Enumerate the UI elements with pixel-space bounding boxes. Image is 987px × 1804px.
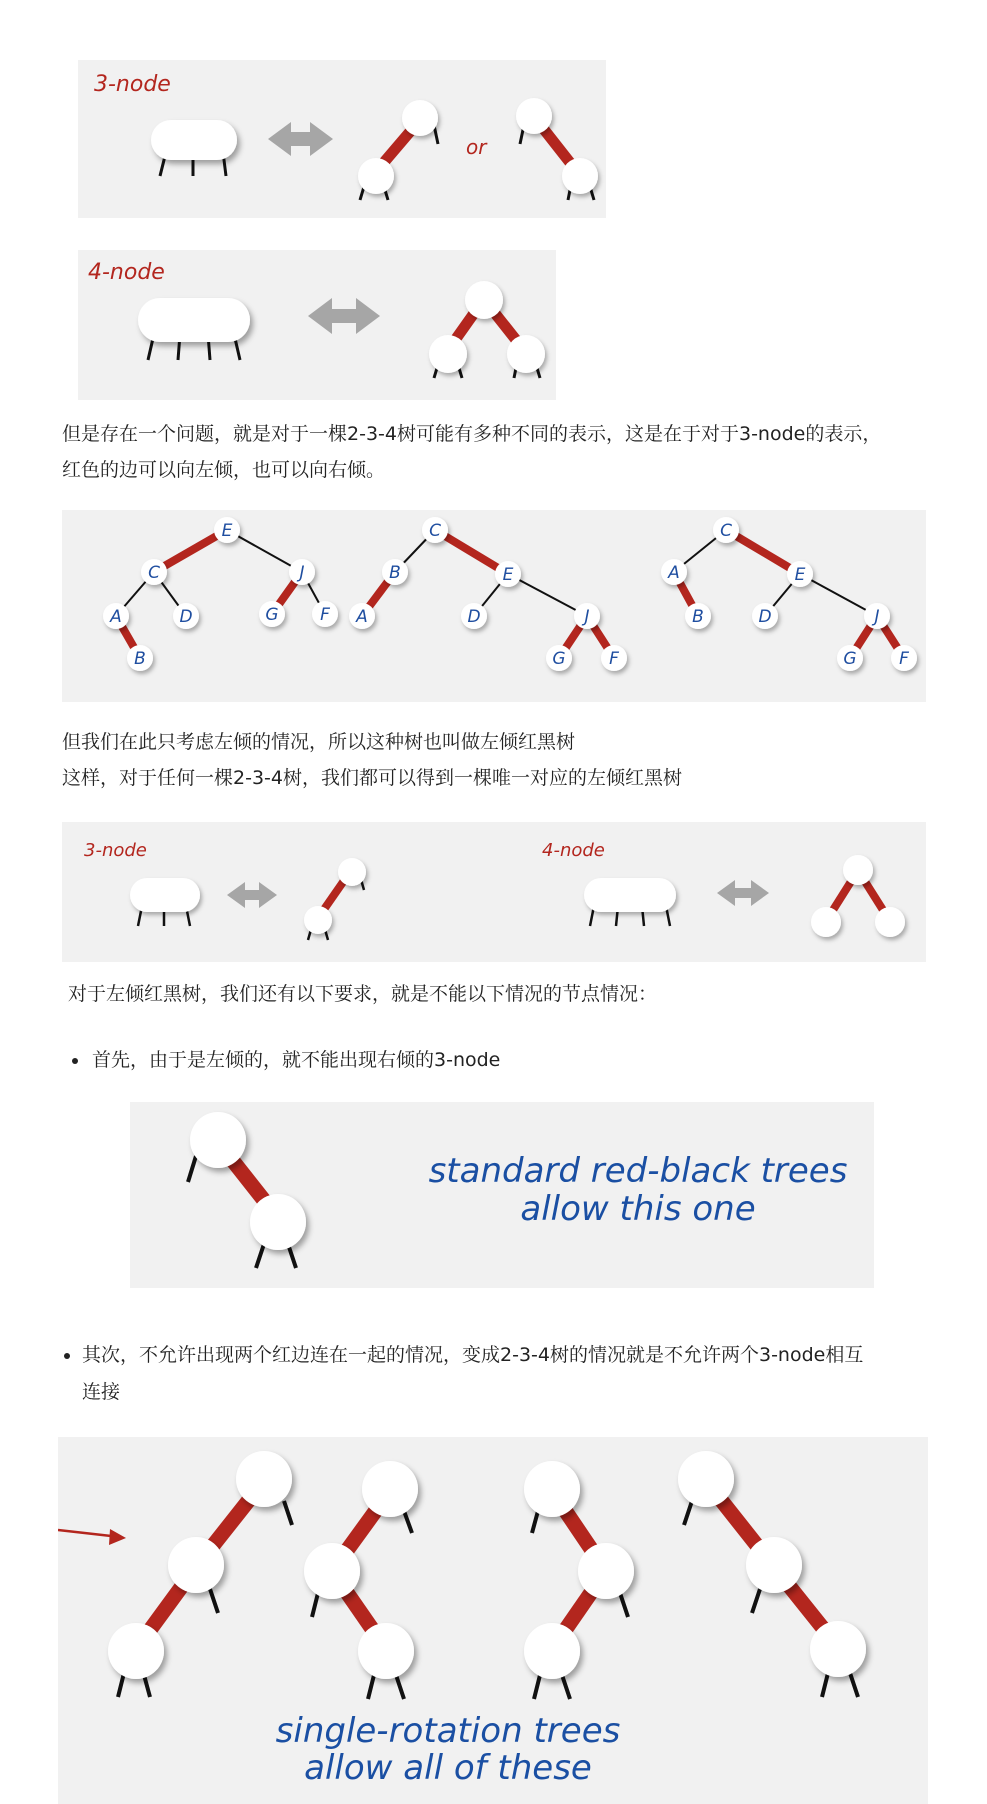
pattern-left-left bbox=[108, 1451, 292, 1697]
node-letter: J bbox=[299, 563, 305, 583]
left-leaning-3-node bbox=[304, 858, 366, 940]
oval-3-node bbox=[130, 878, 200, 926]
caption-line-2: allow this one bbox=[520, 1189, 756, 1229]
two-red-children-4-node bbox=[429, 281, 545, 378]
bullet-text: 首先，由于是左倾的，就不能出现右倾的3-node bbox=[92, 1049, 501, 1071]
node-letter: B bbox=[389, 563, 401, 583]
pattern-left-right bbox=[304, 1461, 418, 1699]
diagram-4-node-equivalence bbox=[78, 250, 556, 400]
oval-4-node bbox=[138, 298, 250, 360]
caption-line-1: single-rotation trees bbox=[275, 1711, 621, 1751]
node-letter: G bbox=[265, 605, 279, 625]
paragraph-representations bbox=[62, 416, 881, 488]
node-letter: F bbox=[899, 649, 909, 669]
node-letter: G bbox=[843, 649, 857, 669]
paragraph-left-leaning bbox=[62, 724, 682, 796]
diagram-three-equivalent-trees bbox=[62, 510, 926, 702]
node-letter: E bbox=[502, 565, 514, 585]
node-letter: J bbox=[874, 607, 880, 627]
label-4-node: 4-node bbox=[542, 840, 605, 861]
label-4-node: 4-node bbox=[88, 260, 165, 285]
pattern-right-right bbox=[678, 1451, 866, 1697]
bullet-no-double-red bbox=[82, 1337, 863, 1411]
label-3-node: 3-node bbox=[94, 72, 171, 97]
node-letter: D bbox=[467, 607, 481, 627]
double-arrow-icon bbox=[308, 298, 380, 334]
bullet-no-right-leaning bbox=[92, 1042, 500, 1079]
diagram-double-red-patterns bbox=[58, 1437, 928, 1804]
pattern-right-left bbox=[524, 1461, 634, 1699]
node-letter: E bbox=[794, 565, 806, 585]
caption-line-2: allow all of these bbox=[304, 1748, 592, 1788]
double-arrow-icon bbox=[268, 122, 333, 156]
double-arrow-icon bbox=[227, 882, 277, 908]
bullet-text: 连接 bbox=[82, 1381, 121, 1403]
diagram-llrb-nodes bbox=[62, 822, 926, 962]
caption-line-1: standard red-black trees bbox=[428, 1151, 848, 1191]
paragraph-requirements bbox=[68, 976, 657, 1012]
paragraph-line: 红色的边可以向左倾，也可以向右倾。 bbox=[62, 459, 386, 481]
node-letter: B bbox=[134, 649, 146, 669]
red-arrow-icon bbox=[58, 1529, 126, 1545]
label-3-node: 3-node bbox=[84, 840, 147, 861]
node-letter: E bbox=[221, 521, 233, 541]
bullet-text: 其次，不允许出现两个红边连在一起的情况，变成2-3-4树的情况就是不允许两个3-node相互 bbox=[82, 1344, 864, 1366]
left-leaning-3-node bbox=[358, 100, 438, 200]
paragraph-line: 但我们在此只考虑左倾的情况，所以这种树也叫做左倾红黑树 bbox=[62, 731, 576, 753]
node-letter: B bbox=[692, 607, 704, 627]
two-red-children-4-node bbox=[811, 855, 905, 937]
right-leaning-3-node bbox=[516, 98, 598, 200]
bullet-dot bbox=[72, 1058, 78, 1064]
node-letter: D bbox=[179, 607, 193, 627]
tree-2 bbox=[349, 517, 627, 671]
bullet-dot bbox=[64, 1353, 70, 1359]
node-letter: F bbox=[320, 605, 330, 625]
tree-3 bbox=[661, 517, 917, 671]
paragraph-line: 但是存在一个问题，就是对于一棵2-3-4树可能有多种不同的表示，这是在于对于3-node的表示， bbox=[62, 423, 882, 445]
double-arrow-icon bbox=[717, 880, 769, 906]
node-letter: C bbox=[429, 521, 441, 541]
or-text: or bbox=[466, 135, 487, 159]
paragraph-line: 这样，对于任何一棵2-3-4树，我们都可以得到一棵唯一对应的左倾红黑树 bbox=[62, 767, 682, 789]
paragraph-line: 对于左倾红黑树，我们还有以下要求，就是不能以下情况的节点情况： bbox=[68, 983, 658, 1005]
node-letter: A bbox=[668, 563, 680, 583]
node-letter: G bbox=[552, 649, 566, 669]
oval-4-node bbox=[584, 878, 676, 926]
tree-1 bbox=[103, 517, 338, 671]
node-letter: A bbox=[110, 607, 122, 627]
node-letter: C bbox=[720, 521, 732, 541]
diagram-right-leaning-3-node bbox=[130, 1102, 874, 1288]
diagram-3-node-equivalence bbox=[78, 60, 606, 218]
right-leaning-3-node bbox=[188, 1112, 306, 1268]
node-letter: D bbox=[758, 607, 772, 627]
node-letter: C bbox=[148, 563, 160, 583]
node-letter: A bbox=[356, 607, 368, 627]
node-letter: F bbox=[609, 649, 619, 669]
node-letter: J bbox=[584, 607, 590, 627]
oval-3-node bbox=[151, 120, 237, 176]
